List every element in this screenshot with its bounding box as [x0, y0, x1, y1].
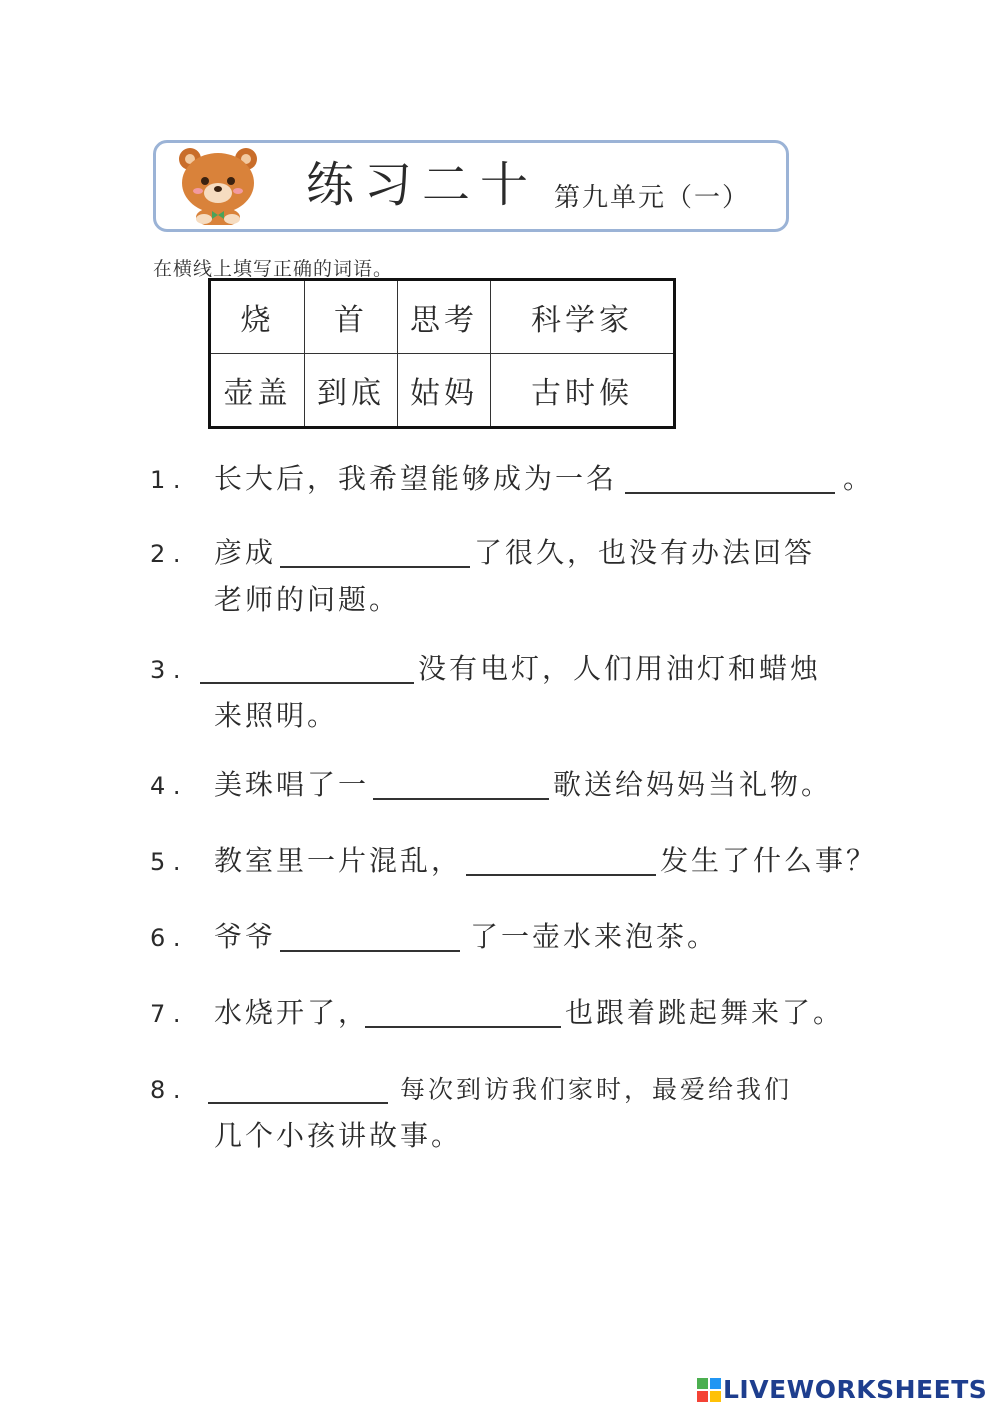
question-text: 了很久，也没有办法回答 [474, 536, 816, 569]
unit-label: 第九单元（一） [554, 183, 751, 213]
question-number: 7 . [150, 1000, 181, 1028]
word-cell: 古时候 [491, 354, 675, 428]
question-number: 1 . [150, 466, 181, 494]
question-1 [150, 456, 874, 503]
question-2 [150, 530, 815, 623]
question-number: 5 . [150, 848, 181, 876]
question-number: 6 . [150, 924, 181, 952]
instruction: 在横线上填写正确的词语。 [153, 258, 394, 280]
bear-icon [176, 145, 260, 225]
word-cell: 到底 [305, 354, 398, 428]
word-cell: 烧 [210, 280, 305, 354]
answer-blank-3[interactable] [200, 656, 414, 684]
answer-blank-8[interactable] [208, 1076, 388, 1104]
word-bank-row [210, 280, 675, 354]
word-cell: 姑妈 [398, 354, 491, 428]
question-4 [150, 762, 832, 809]
question-text: 了一壶水来泡茶。 [470, 920, 719, 953]
question-text: 爷爷 [214, 920, 277, 953]
word-cell: 科学家 [491, 280, 675, 354]
question-number: 2 . [150, 540, 181, 568]
word-bank-row [210, 354, 675, 428]
question-text-continued: 来照明。 [214, 699, 339, 732]
question-text: 也跟着跳起舞来了。 [565, 996, 845, 1029]
answer-blank-2[interactable] [280, 540, 470, 568]
question-text: 。 [843, 462, 875, 495]
question-text-continued: 几个小孩讲故事。 [214, 1119, 463, 1152]
question-text: 发生了什么事？ [660, 844, 878, 877]
answer-blank-5[interactable] [466, 848, 656, 876]
question-text: 没有电灯，人们用油灯和蜡烛 [418, 652, 822, 685]
word-cell: 思考 [398, 280, 491, 354]
question-8 [150, 1066, 792, 1159]
answer-blank-4[interactable] [373, 772, 549, 800]
liveworksheets-logo [697, 1376, 987, 1404]
answer-blank-1[interactable] [625, 466, 835, 494]
word-bank-table [208, 278, 676, 429]
question-number: 4 . [150, 772, 181, 800]
word-cell: 壶盖 [210, 354, 305, 428]
header-box [153, 140, 789, 232]
answer-blank-6[interactable] [280, 924, 460, 952]
question-text: 长大后，我希望能够成为一名 [214, 462, 618, 495]
question-6 [150, 914, 718, 961]
answer-blank-7[interactable] [365, 1000, 561, 1028]
question-number: 8 . [150, 1076, 181, 1104]
word-cell: 首 [305, 280, 398, 354]
question-number: 3 . [150, 656, 181, 684]
question-text-continued: 老师的问题。 [214, 583, 401, 616]
question-7 [150, 990, 844, 1037]
brand-text: LIVEWORKSHEETS [723, 1375, 988, 1404]
question-text: 彦成 [214, 536, 277, 569]
question-text: 教室里一片混乱， [214, 844, 463, 877]
question-text: 水烧开了， [214, 996, 370, 1029]
question-text: 歌送给妈妈当礼物。 [553, 768, 833, 801]
page-title: 练习二十 [306, 157, 539, 213]
question-text: 每次到访我们家时，最爱给我们 [400, 1075, 793, 1104]
liveworksheets-icon [697, 1378, 721, 1402]
question-3 [150, 646, 821, 739]
question-5 [150, 838, 877, 885]
question-text: 美珠唱了一 [214, 768, 370, 801]
